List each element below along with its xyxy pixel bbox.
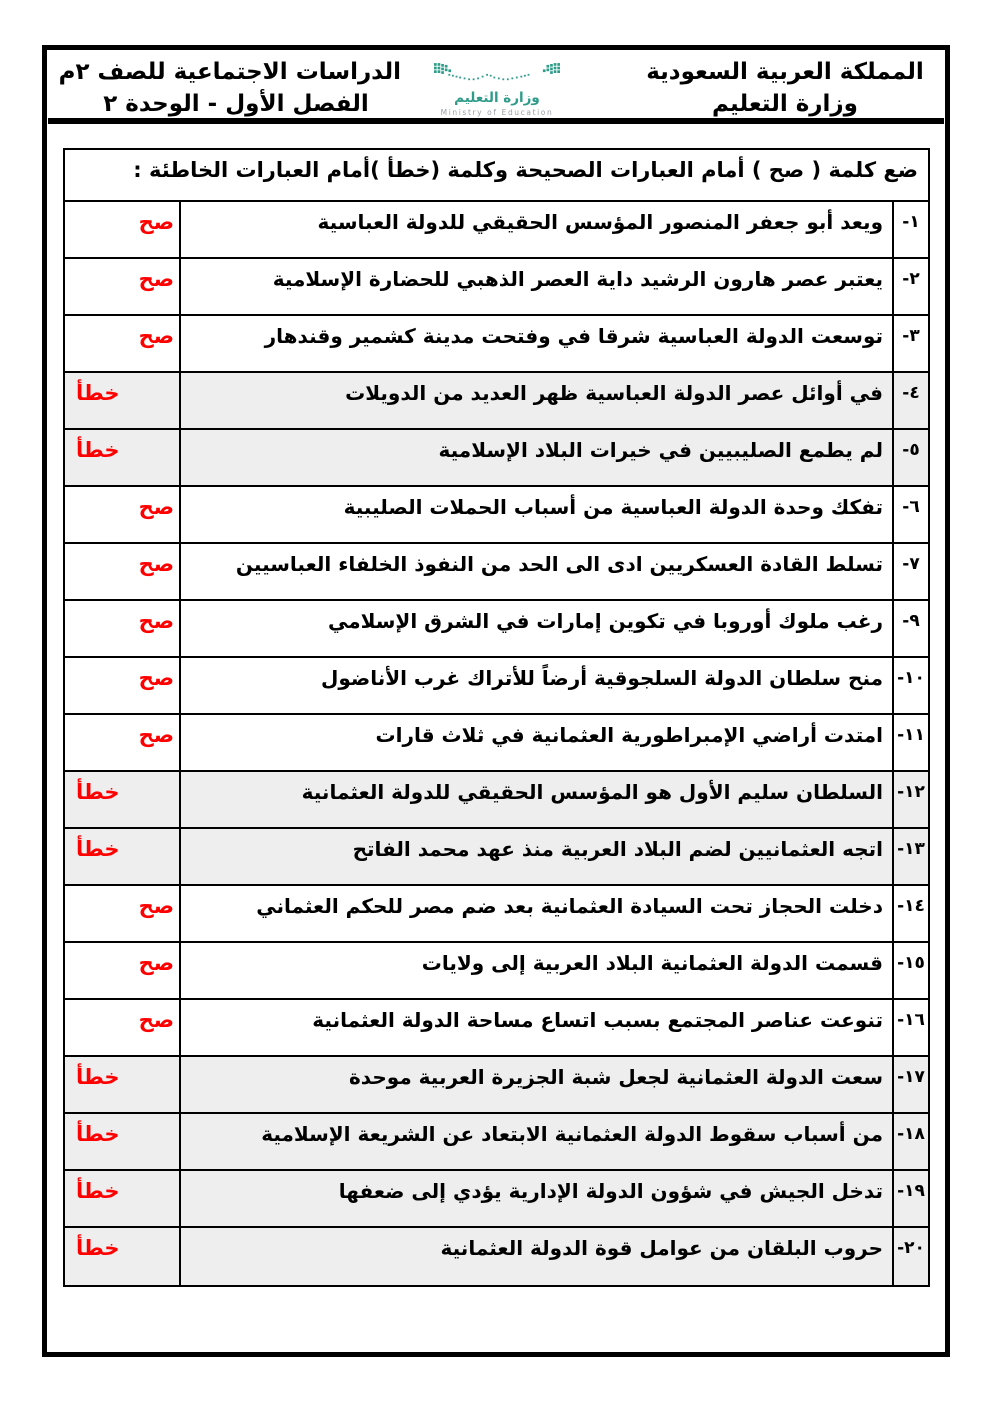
row-answer: خطأ — [76, 381, 120, 405]
header-ministry-line: وزارة التعليم — [712, 91, 858, 117]
row-number: ٩- — [892, 601, 928, 656]
row-number: ١٣- — [892, 829, 928, 884]
row-answer: خطأ — [76, 438, 120, 462]
row-statement: اتجه العثمانيين لضم البلاد العربية منذ عهد محمد الفاتح — [179, 829, 892, 884]
table-row — [65, 487, 928, 544]
row-statement: سعت الدولة العثمانية لجعل شبة الجزيرة العربية موحدة — [179, 1057, 892, 1112]
row-statement: توسعت الدولة العباسية شرقا في وفتحت مدينة كشمير وقندهار — [179, 316, 892, 371]
row-answer: صح — [138, 609, 174, 633]
row-statement: في أوائل عصر الدولة العباسية ظهر العديد من الدويلات — [179, 373, 892, 428]
row-answer: صح — [138, 267, 174, 291]
row-answer: خطأ — [76, 837, 120, 861]
header-divider — [48, 118, 944, 124]
row-answer: صح — [138, 666, 174, 690]
row-number: ١١- — [892, 715, 928, 770]
table-row — [65, 259, 928, 316]
header-subject-line: الدراسات الاجتماعية للصف ٢م — [58, 59, 401, 85]
row-answer: خطأ — [76, 1179, 120, 1203]
table-row — [65, 1000, 928, 1057]
table-row — [65, 316, 928, 373]
row-answer: صح — [138, 894, 174, 918]
row-statement: منح سلطان الدولة السلجوقية أرضاً للأتراك غرب الأناضول — [179, 658, 892, 713]
table-row — [65, 373, 928, 430]
table-row — [65, 1171, 928, 1228]
row-answer: خطأ — [76, 1065, 120, 1089]
row-answer: خطأ — [76, 780, 120, 804]
table-row — [65, 1057, 928, 1114]
table-row — [65, 430, 928, 487]
row-statement: رغب ملوك أوروبا في تكوين إمارات في الشرق الإسلامي — [179, 601, 892, 656]
ministry-logo — [429, 63, 565, 117]
page-border — [42, 45, 950, 1357]
row-answer: صح — [138, 210, 174, 234]
table-row — [65, 886, 928, 943]
table-row — [65, 829, 928, 886]
table-row — [65, 544, 928, 601]
row-number: ٢٠- — [892, 1228, 928, 1285]
row-answer: خطأ — [76, 1236, 120, 1260]
table-rows — [65, 202, 928, 1285]
logo-arabic-text: وزارة التعليم — [454, 90, 540, 106]
row-number: ٥- — [892, 430, 928, 485]
row-statement: يعتبر عصر هارون الرشيد داية العصر الذهبي للحضارة الإسلامية — [179, 259, 892, 314]
table-row — [65, 772, 928, 829]
table-row — [65, 202, 928, 259]
table-row — [65, 658, 928, 715]
row-statement: السلطان سليم الأول هو المؤسس الحقيقي للدولة العثمانية — [179, 772, 892, 827]
header-term-line: الفصل الأول - الوحدة ٢ — [103, 91, 369, 117]
row-statement: امتدت أراضي الإمبراطورية العثمانية في ثلاث قارات — [179, 715, 892, 770]
row-statement: قسمت الدولة العثمانية البلاد العربية إلى ولايات — [179, 943, 892, 998]
row-number: ١٤- — [892, 886, 928, 941]
row-statement: لم يطمع الصليبيين في خيرات البلاد الإسلامية — [179, 430, 892, 485]
row-statement: تدخل الجيش في شؤون الدولة الإدارية يؤدي إلى ضعفها — [179, 1171, 892, 1226]
row-number: ١٧- — [892, 1057, 928, 1112]
row-number: ١٦- — [892, 1000, 928, 1055]
table-row — [65, 715, 928, 772]
row-answer: صح — [138, 1008, 174, 1032]
row-number: ٣- — [892, 316, 928, 371]
row-number: ٢- — [892, 259, 928, 314]
row-statement: تفكك وحدة الدولة العباسية من أسباب الحملات الصليبية — [179, 487, 892, 542]
row-statement: تنوعت عناصر المجتمع بسبب اتساع مساحة الدولة العثمانية — [179, 1000, 892, 1055]
question-table — [63, 148, 930, 1287]
row-number: ١٩- — [892, 1171, 928, 1226]
header-country-block — [635, 56, 935, 120]
row-statement: تسلط القادة العسكريين ادى الى الحد من النفوذ الخلفاء العباسيين — [179, 544, 892, 599]
table-row — [65, 601, 928, 658]
row-number: ٧- — [892, 544, 928, 599]
table-row — [65, 943, 928, 1000]
table-row — [65, 1228, 928, 1285]
instruction-text: ضع كلمة ( صح ) أمام العبارات الصحيحة وكلمة (خطأ )أمام العبارات الخاطئة : — [133, 158, 918, 182]
instruction-row — [65, 150, 928, 202]
row-statement: دخلت الحجاز تحت السيادة العثمانية بعد ضم مصر للحكم العثماني — [179, 886, 892, 941]
row-answer: صح — [138, 324, 174, 348]
row-statement: حروب البلقان من عوامل قوة الدولة العثمانية — [179, 1228, 892, 1285]
row-answer: صح — [138, 951, 174, 975]
logo-english-text: Ministry of Education — [440, 108, 554, 117]
row-number: ١٢- — [892, 772, 928, 827]
row-statement: من أسباب سقوط الدولة العثمانية الابتعاد عن الشريعة الإسلامية — [179, 1114, 892, 1169]
table-row — [65, 1114, 928, 1171]
row-answer: صح — [138, 552, 174, 576]
row-answer: صح — [138, 495, 174, 519]
ministry-logo-icon — [434, 63, 560, 83]
row-number: ١٥- — [892, 943, 928, 998]
row-number: ١٠- — [892, 658, 928, 713]
row-answer: صح — [138, 723, 174, 747]
row-number: ١٨- — [892, 1114, 928, 1169]
row-statement: ويعد أبو جعفر المنصور المؤسس الحقيقي للدولة العباسية — [179, 202, 892, 257]
row-number: ١- — [892, 202, 928, 257]
row-answer: خطأ — [76, 1122, 120, 1146]
header-country-line: المملكة العربية السعودية — [646, 59, 924, 85]
row-number: ٤- — [892, 373, 928, 428]
header-course-block — [58, 56, 401, 120]
row-number: ٦- — [892, 487, 928, 542]
